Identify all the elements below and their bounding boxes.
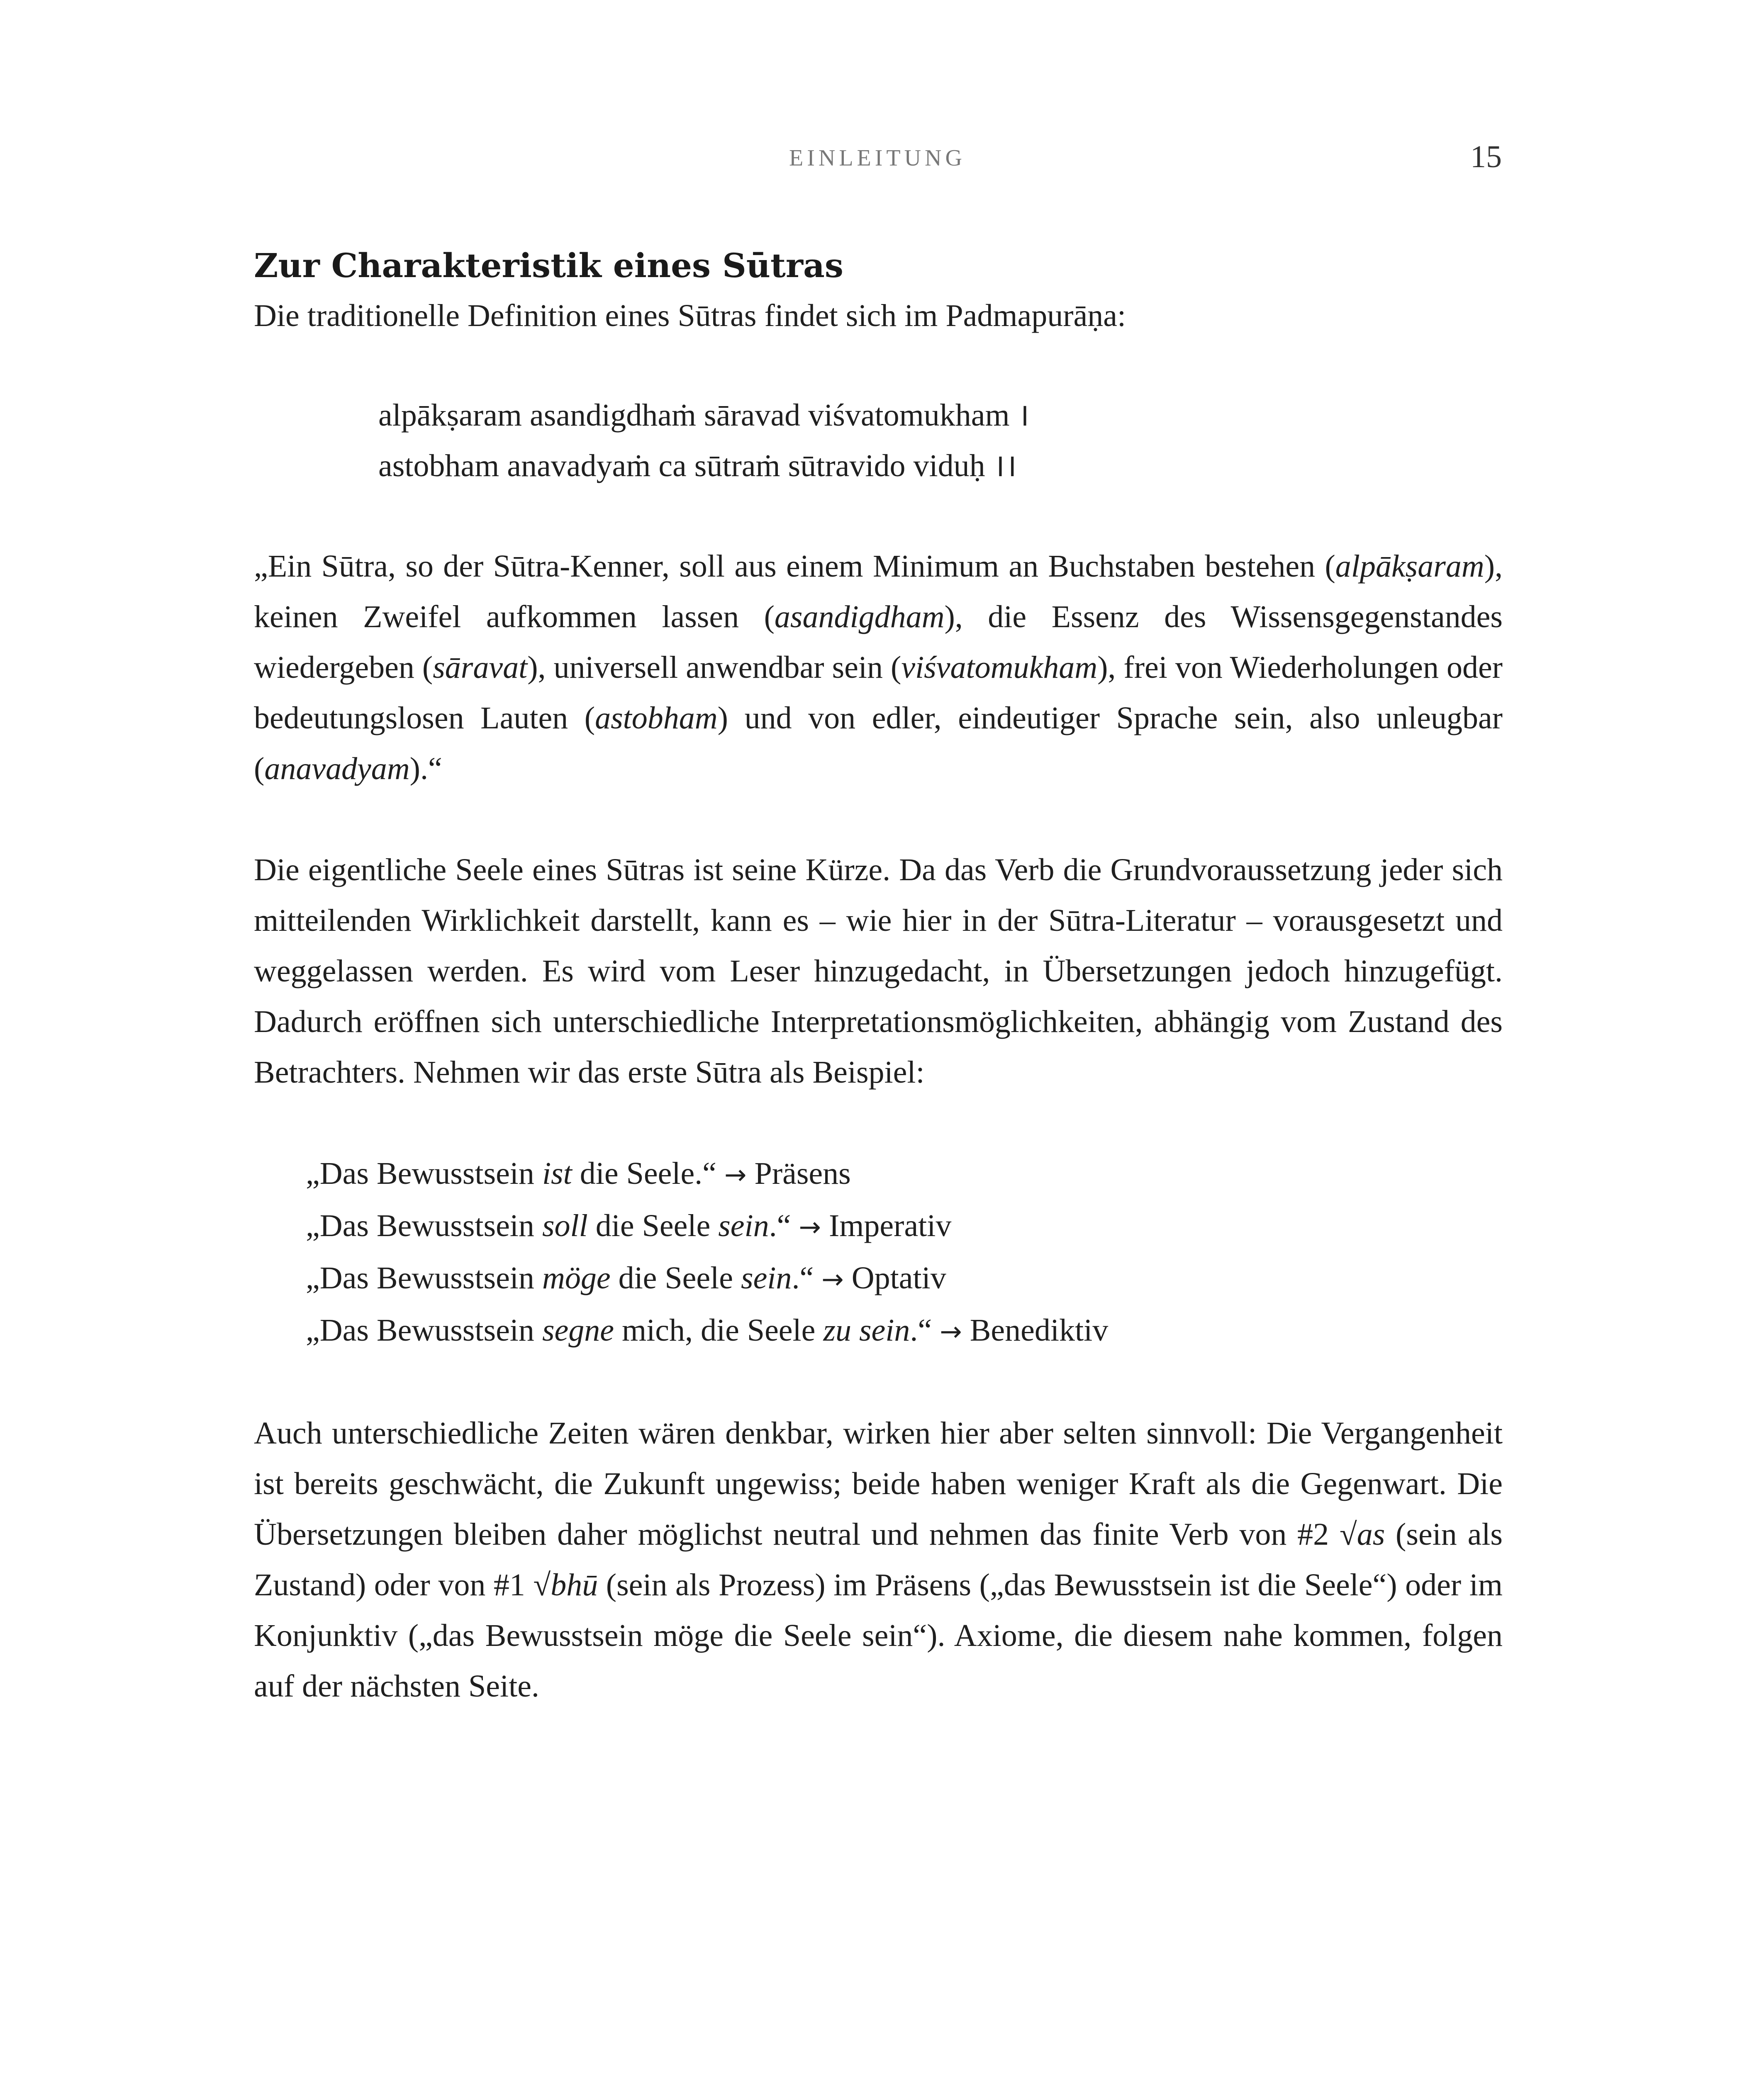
italic-term: möge <box>542 1261 611 1295</box>
italic-term: segne <box>542 1313 614 1348</box>
text-run: „Das Bewusstsein <box>306 1313 542 1348</box>
example-benedictive <box>306 1305 1503 1357</box>
example-optative <box>306 1253 1503 1305</box>
text-run: Auch unterschiedliche Zeiten wären denkbar, wirken hier aber selten sinnvoll: Die Vergangenheit ist bereits geschwächt, die Zukunft ungewiss; beide haben weniger Kraft als die Gegenwart. Die Übersetzungen bleiben daher möglichst neutral und nehmen das finite Verb von #2 √ <box>254 1416 1503 1552</box>
text-run: ), keinen Zweifel aufkommen lassen ( <box>254 549 1503 634</box>
text-run: .“ <box>769 1208 799 1243</box>
italic-term: anavadyam <box>264 751 410 786</box>
italic-term: sein <box>718 1208 769 1243</box>
italic-term: alpākṣaram <box>1335 549 1484 584</box>
text-run: „Ein Sūtra, so der Sūtra-Kenner, soll aus einem Minimum an Buchstaben bestehen ( <box>254 549 1335 584</box>
text-run: ).“ <box>409 751 442 786</box>
italic-term: ist <box>542 1156 572 1191</box>
italic-term: as <box>1357 1517 1385 1552</box>
italic-term: viśvatomukham <box>901 650 1098 685</box>
text-run: ), universell anwendbar sein ( <box>527 650 901 685</box>
section-heading: Zur Charakteristik eines Sūtras <box>254 246 843 285</box>
arrow-right-icon: → <box>821 1264 844 1295</box>
text-run: (sein als Zustand) oder von #1 √ <box>254 1517 1503 1602</box>
example-present <box>306 1148 1503 1200</box>
running-header <box>253 139 1502 176</box>
page-number: 15 <box>1470 139 1502 174</box>
example-list <box>306 1148 1503 1357</box>
arrow-right-icon: → <box>724 1160 747 1190</box>
intro-paragraph: Die traditionelle Definition eines Sūtras findet sich im Padmapurāṇa: <box>254 298 1126 333</box>
text-run: „Das Bewusstsein <box>306 1156 542 1191</box>
text-run: „Das Bewusstsein <box>306 1261 542 1295</box>
text-run: mich, die Seele <box>614 1313 824 1348</box>
text-run: die Seele.“ <box>572 1156 724 1191</box>
running-title: EINLEITUNG <box>789 145 966 171</box>
tense-paragraph <box>254 1408 1503 1711</box>
text-run: ), frei von Wiederholungen oder bedeutungslosen Lauten ( <box>254 650 1503 735</box>
mood-label: Imperativ <box>821 1208 952 1243</box>
verse-line-1: alpākṣaram asandigdhaṁ sāravad viśvatomukham । <box>378 398 1030 433</box>
text-run: die Seele <box>587 1208 719 1243</box>
text-run: .“ <box>792 1261 822 1295</box>
text-run: „Das Bewusstsein <box>306 1208 542 1243</box>
mood-label: Präsens <box>746 1156 851 1191</box>
verse-line-2: astobham anavadyaṁ ca sūtraṁ sūtravido viduḥ ।। <box>378 448 1017 483</box>
italic-term: sein <box>741 1261 792 1295</box>
italic-term: zu sein <box>823 1313 910 1348</box>
main-content <box>254 241 1503 1762</box>
arrow-right-icon: → <box>799 1212 821 1243</box>
italic-term: bhū <box>551 1568 598 1602</box>
text-run: ), die Essenz des Wissensgegenstandes wiedergeben ( <box>254 599 1503 685</box>
example-imperative <box>306 1200 1503 1253</box>
text-run: die Seele <box>610 1261 741 1295</box>
arrow-right-icon: → <box>940 1317 962 1347</box>
mood-label: Benediktiv <box>962 1313 1109 1348</box>
translation-paragraph <box>254 541 1503 794</box>
italic-term: asandigdham <box>774 599 945 634</box>
text-run: .“ <box>910 1313 940 1348</box>
text-run: (sein als Prozess) im Präsens („das Bewusstsein ist die Seele“) oder im Konjunktiv („das Bewusstsein möge die Seele sein“). Axiome, die diesem nahe kommen, folgen auf der nächsten Seite. <box>254 1568 1503 1704</box>
mood-label: Optativ <box>843 1261 946 1295</box>
italic-term: soll <box>542 1208 588 1243</box>
italic-term: astobham <box>595 701 718 735</box>
text-run: ) und von edler, eindeutiger Sprache sein, also unleugbar ( <box>254 701 1503 786</box>
sanskrit-verse <box>378 390 1503 491</box>
soul-paragraph: Die eigentliche Seele eines Sūtras ist seine Kürze. Da das Verb die Grundvoraussetzung jeder sich mitteilenden Wirklichkeit darstellt, kann es – wie hier in der Sūtra-Literatur – vorausgesetzt und weggelassen werden. Es wird vom Leser hinzugedacht, in Übersetzungen jedoch hinzugefügt. Dadurch eröffnen sich unterschiedliche Interpretationsmöglichkeiten, abhängig vom Zustand des Betrachters. Nehmen wir das erste Sūtra als Beispiel: <box>254 852 1503 1090</box>
italic-term: sāravat <box>433 650 528 685</box>
